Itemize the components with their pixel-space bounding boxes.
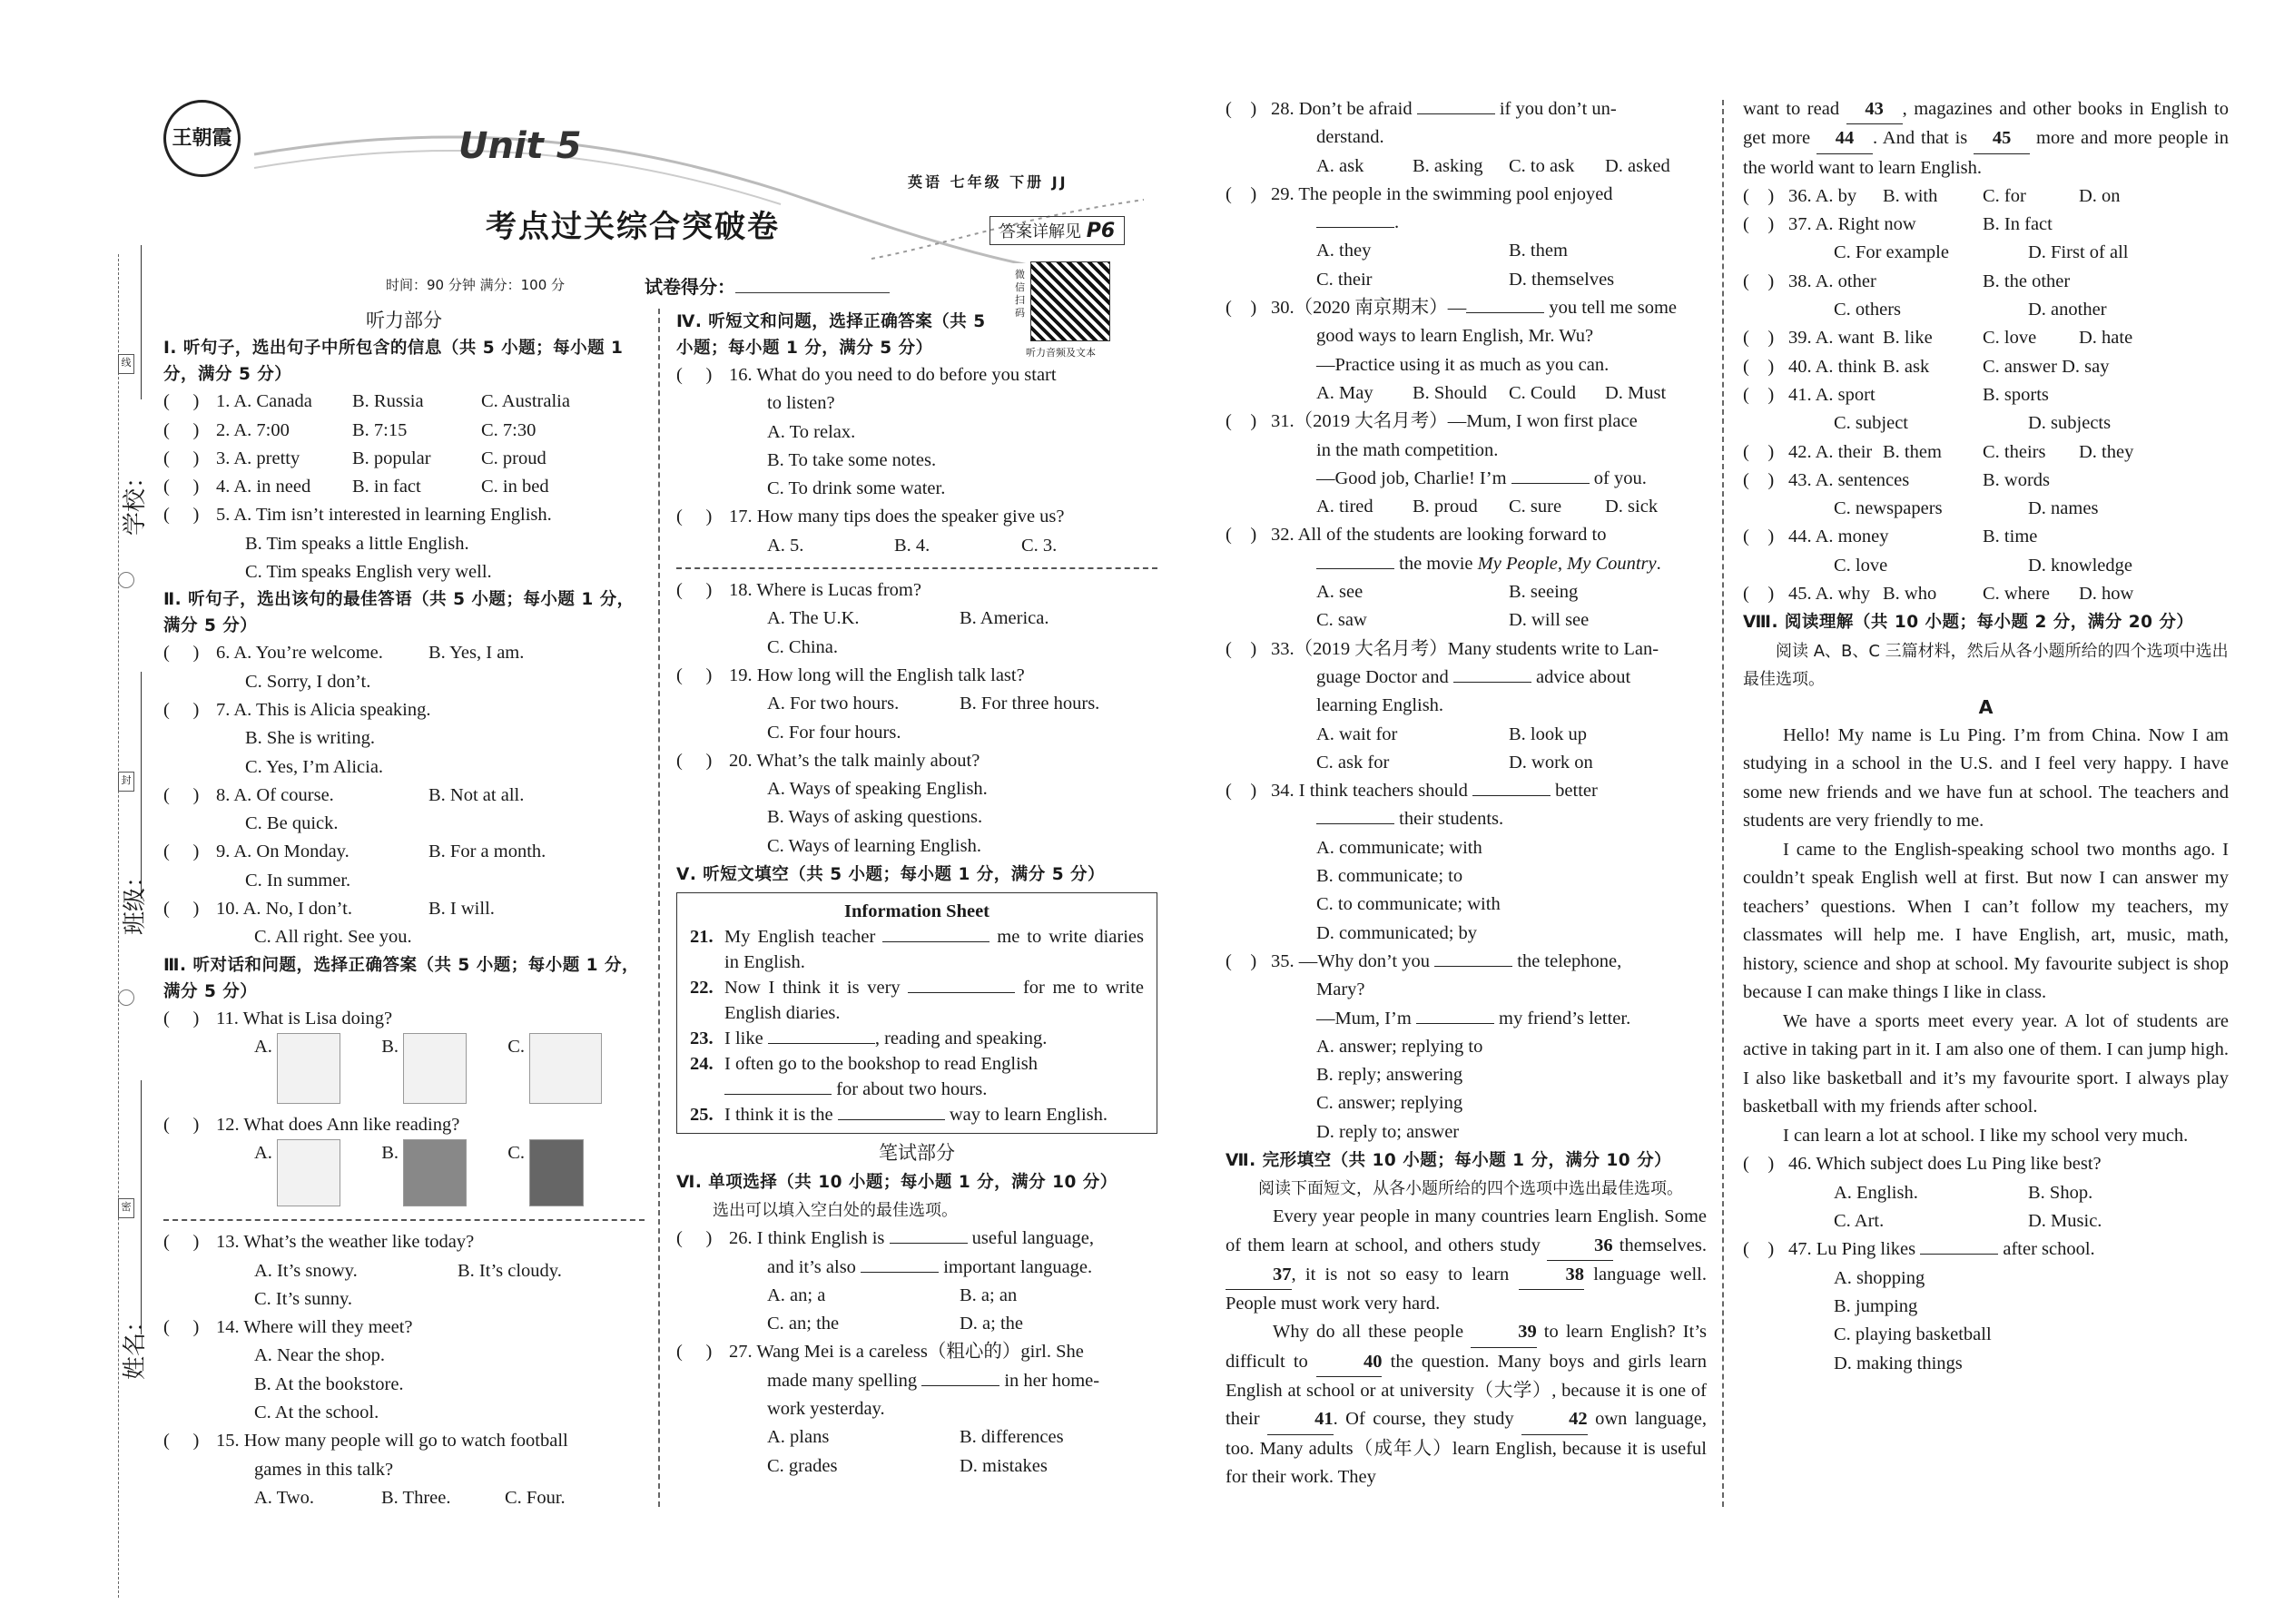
section-5-heading: Ⅴ. 听短文填空（共 5 小题；每小题 1 分，满分 5 分） xyxy=(676,865,1106,885)
section-7-heading: Ⅶ. 完形填空（共 10 小题；每小题 1 分，满分 10 分） xyxy=(1226,1150,1672,1170)
section-3-heading: Ⅲ. 听对话和问题，选择正确答案（共 5 小题；每小题 1 分，满分 5 分） xyxy=(163,955,639,1001)
question-1: ( ) 1. A. Canada B. Russia C. Australia xyxy=(163,391,570,412)
unit-title: Unit 5 xyxy=(458,125,582,167)
cloze-passage: Every year people in many countries learn English. Some of them learn at school, and others study 36 themselves. 37, it is not so easy to learn 38 language well. People must work very hard. xyxy=(1226,1206,1707,1314)
picture-a-icon xyxy=(277,1139,340,1206)
punch-hole-icon xyxy=(118,989,134,1006)
section-4-heading: Ⅳ. 听短文和问题，选择正确答案（共 5 小题；每小题 1 分，满分 5 分） xyxy=(676,312,986,358)
name-label: 姓名： xyxy=(122,1308,149,1380)
qr-side-note: 微信扫码 xyxy=(1015,269,1025,319)
seal-mark-line: 线 xyxy=(118,354,134,374)
section-6-heading: Ⅵ. 单项选择（共 10 小题；每小题 1 分，满分 10 分） xyxy=(676,1172,1117,1192)
question-6: ( ) 6. A. You’re welcome. B. Yes, I am. xyxy=(163,643,525,664)
question-11: ( ) 11. What is Lisa doing? xyxy=(163,1008,393,1029)
column-1: 听力部分 Ⅰ. 听句子，选出句子中所包含的信息（共 5 小题；每小题 1 分，满分 5 分） ( ) 1. A. Canada B. Russia C. Australia ( ) 2. A. 7:00 B. 7:15 C. 7:30 ( ) 3. A. pretty B. popular C. proud ( ) 4. A. in need B. in fact C. in bed ( ) 5. A. Tim isn’t interested in learning English. B. Tim speaks a little English. C. Tim speaks English very well. Ⅱ. 听句子，选出该句的最佳答语（共 5 小题；每小题 1 分，满分 5 分） ( ) 6. A. You’re welcome. B. Yes, I am. C. Sorry, I don’t. ( ) 7. A. This is Alicia speaking. B. She is writing. C. Yes, I’m Alicia. ( ) 8. A. Of course. B. Not at all. C. Be quick. ( ) 9. A. On Monday. B. For a month. C. In summer. ( ) 10. A. No, I don’t. B. I will. C. All right. See you. Ⅲ. 听对话和问题，选择正确答案（共 5 小题；每小题 1 分，满分 5 分） ( ) 11. What is Lisa doing? A. B. C. ( ) 12. What does Ann like reading? A. B. C. ( ) 13. What’s the weather like today? A. It’s snowy. B. It’s cloudy. C. It’s sunny. ( ) 14. Where will they meet? A. Near the shop. B. At the bookstore. C. At the school. ( ) 15. How many people will go to watch football games in this talk? A. Two. B. Three. C. Four. xyxy=(163,307,645,1512)
section-7-instruction: 阅读下面短文，从各小题所给的四个选项中选出最佳选项。 xyxy=(1258,1179,1683,1199)
information-sheet-title: Information Sheet xyxy=(843,901,989,922)
question-14: ( ) 14. Where will they meet? xyxy=(163,1317,413,1338)
question-12: ( ) 12. What does Ann like reading? xyxy=(163,1114,460,1135)
qr-caption: 听力音频及文本 xyxy=(1026,347,1096,359)
question-2: ( ) 2. A. 7:00 B. 7:15 C. 7:30 xyxy=(163,419,537,440)
question-12-pictures: A. B. C. xyxy=(163,1139,645,1212)
binding-margin xyxy=(54,227,149,1589)
question-11-pictures: A. B. C. xyxy=(163,1033,645,1111)
column-3: ( ) 28. Don’t be afraid if you don’t un- derstand. A. ask B. asking C. to ask D. asked ( ) 29. The people in the swimming pool enjoyed . A. they B. them C. their D. themselves ( ) 30.（2020 南京期末）— you tell me some good ways to learn English, Mr. Wu? —Practice using it as much as you can. A. May B. Should C. Could D. Must ( ) 31.（2019 大名月考）—Mum, I won first place in the math competition. —Good job, Charlie! I’m of you. A. tired B. proud C. sure D. sick ( ) 32. All of the students are looking forward to the movie My People, My Country. A. see B. seeing C. saw D. will see ( ) 33.（2019 大名月考）Many students write to Lan- guage Doctor and advice about learning English. A. wait for B. look up C. ask for D. work on ( ) 34. I think teachers should better their students. A. communicate; with B. communicate; to C. to communicate; with D. communicated; by ( ) 35. —Why don’t you the telephone, Mary? —Mum, I’m my friend’s letter. A. answer; replying to B. reply; answering C. answer; replying D. reply to; answer Ⅶ. 完形填空（共 10 小题；每小题 1 分，满分 10 分） 阅读下面短文，从各小题所给的四个选项中选出最佳选项。 Every year people in many countries learn English. Some of them learn at school, and others study 36 themselves. 37, it is not so easy to learn 38 language well. People must work very hard. Why do all these people 39 to learn English? It’s difficult to 40 the question. Many boys and girls learn English at school or at university（大学）, because it is one of their 41. Of course, they study 42 own language, too. Many adults（成年人）learn English, because it is useful for their work. They xyxy=(1226,95,1707,1491)
seal-mark-seal: 封 xyxy=(118,772,134,792)
section-8-heading: Ⅷ. 阅读理解（共 10 小题；每小题 2 分，满分 20 分） xyxy=(1743,613,2194,633)
paper-title: 考点过关综合突破卷 xyxy=(486,209,780,245)
class-label: 班级： xyxy=(122,863,149,935)
question-8: ( ) 8. A. Of course. B. Not at all. xyxy=(163,784,525,805)
listening-title: 听力部分 xyxy=(366,310,442,331)
seal-mark-secret: 密 xyxy=(118,1198,134,1218)
question-9: ( ) 9. A. On Monday. B. For a month. xyxy=(163,842,546,862)
passage-label: A xyxy=(1978,695,1994,718)
picture-b-icon xyxy=(403,1033,467,1104)
school-label: 学校： xyxy=(122,464,149,536)
question-7: ( ) 7. A. This is Alicia speaking. xyxy=(163,699,431,720)
time-score: 时间：90 分钟 满分：100 分 xyxy=(386,277,566,293)
section-1-heading: Ⅰ. 听句子，选出句子中所包含的信息（共 5 小题；每小题 1 分，满分 5 分） xyxy=(163,339,624,385)
score-field[interactable]: 试卷得分： xyxy=(645,272,890,299)
question-15: ( ) 15. How many people will go to watch football xyxy=(163,1431,568,1452)
question-5: ( ) 5. A. Tim isn’t interested in learning English. xyxy=(163,505,552,526)
question-4: ( ) 4. A. in need B. in fact C. in bed xyxy=(163,477,549,497)
punch-hole-icon xyxy=(118,572,134,588)
brand-logo xyxy=(163,100,241,177)
answer-reference: 答案详解见 P6 xyxy=(989,216,1125,245)
picture-c-icon xyxy=(529,1033,602,1104)
question-3: ( ) 3. A. pretty B. popular C. proud xyxy=(163,448,546,468)
section-6-instruction: 选出可以填入空白处的最佳选项。 xyxy=(713,1200,958,1220)
information-sheet: Information Sheet 21. My English teacher me to write diaries in English. 22. Now I think it is very for me to write English diaries. 23. I like , reading and speaking. 24. I often go to the bookshop to read English for about two hours. 25. I think it is the way to learn English. xyxy=(676,892,1157,1134)
picture-a-icon xyxy=(277,1033,340,1104)
question-13: ( ) 13. What’s the weather like today? xyxy=(163,1232,475,1253)
section-8-instruction: 阅读 A、B、C 三篇材料，然后从各小题所给的四个选项中选出最佳选项。 xyxy=(1743,641,2229,689)
picture-b-icon xyxy=(403,1139,467,1206)
grade-meta: 英语 七年级 下册 JJ xyxy=(908,173,1068,191)
picture-c-icon xyxy=(529,1139,584,1206)
question-10: ( ) 10. A. No, I don’t. B. I will. xyxy=(163,899,495,920)
column-2: Ⅳ. 听短文和问题，选择正确答案（共 5 小题；每小题 1 分，满分 5 分） ( ) 16. What do you need to do before you start to listen? A. To relax. B. To take some notes. C. To drink some water. ( ) 17. How many tips does the speaker give us? A. 5. B. 4. C. 3. ( ) 18. Where is Lucas from? A. The U.K. B. America. C. China. ( ) 19. How long will the English talk last? A. For two hours. B. For three hours. C. For four hours. ( ) 20. What’s the talk mainly about? A. Ways of speaking English. B. Ways of asking questions. C. Ways of learning English. Ⅴ. 听短文填空（共 5 小题；每小题 1 分，满分 5 分） Information Sheet 21. My English teacher me to write diaries in English. 22. Now I think it is very for me to write English diaries. 23. I like , reading and speaking. 24. I often go to the bookshop to read English for about two hours. 25. I think it is the way to learn English. 笔试部分 Ⅵ. 单项选择（共 10 小题；每小题 1 分，满分 10 分） 选出可以填入空白处的最佳选项。 ( ) 26. I think English is useful language, and it’s also important language. A. an; a B. a; an C. an; the D. a; the ( ) 27. Wang Mei is a careless（粗心的）girl. She made many spelling in her home- work yesterday. A. plans B. differences C. grades D. mistakes xyxy=(676,309,1157,1481)
writing-title: 笔试部分 xyxy=(879,1142,955,1165)
logo-text: 王朝霞 xyxy=(172,127,232,150)
reading-passage-a: Hello! My name is Lu Ping. I’m from China. Now I am studying in a school in the U.S. and I feel very happy. I have some new friends and we have fun at school. The teachers and students are very friendly to me. xyxy=(1743,724,2229,832)
section-2-heading: Ⅱ. 听句子，选出该句的最佳答语（共 5 小题；每小题 1 分，满分 5 分） xyxy=(163,590,635,636)
column-4: want to read 43 , magazines and other books in English to get more 44 . And that is 45 more and more people in the world want to learn English. ( ) 36. A. by B. with C. for D. on ( ) 37. A. Right now B. In fact C. For example D. First of all ( ) 38. A. other B. the other C. others D. another ( ) 39. A. want B. like C. love D. hate ( ) 40. A. think B. ask C. answer D. say ( ) 41. A. sport B. sports C. subject D. subjects ( ) 42. A. their B. them C. theirs D. they ( ) 43. A. sentences B. words C. newspapers D. names ( ) 44. A. money B. time C. love D. knowledge ( ) 45. A. why B. who C. where D. how Ⅷ. 阅读理解（共 10 小题；每小题 2 分，满分 20 分） 阅读 A、B、C 三篇材料，然后从各小题所给的四个选项中选出最佳选项。 A Hello! My name is Lu Ping. I’m from China. Now I am studying in a school in the U.S. and I feel very happy. I have some new friends and we have fun at school. The teachers and students are very friendly to me. I came to the English-speaking school two months ago. I couldn’t speak English well at first. But now I can answer my teachers’ questions. When I can’t follow my teachers, my classmates will help me. I have English, art, music, math, history, science and shop at school. My favourite subject is shop because I can make things I like in class. We have a sports meet every year. A lot of students are active in taking part in it. I am also one of them. I can jump high. I also like basketball and it’s my favourite sport. I always play basketball with my friends after school. I can learn a lot at school. I like my school very much. ( ) 46. Which subject does Lu Ping like best? A. English. B. Shop. C. Art. D. Music. ( ) 47. Lu Ping likes after school. A. shopping B. jumping C. playing basketball D. making things xyxy=(1743,95,2229,1378)
